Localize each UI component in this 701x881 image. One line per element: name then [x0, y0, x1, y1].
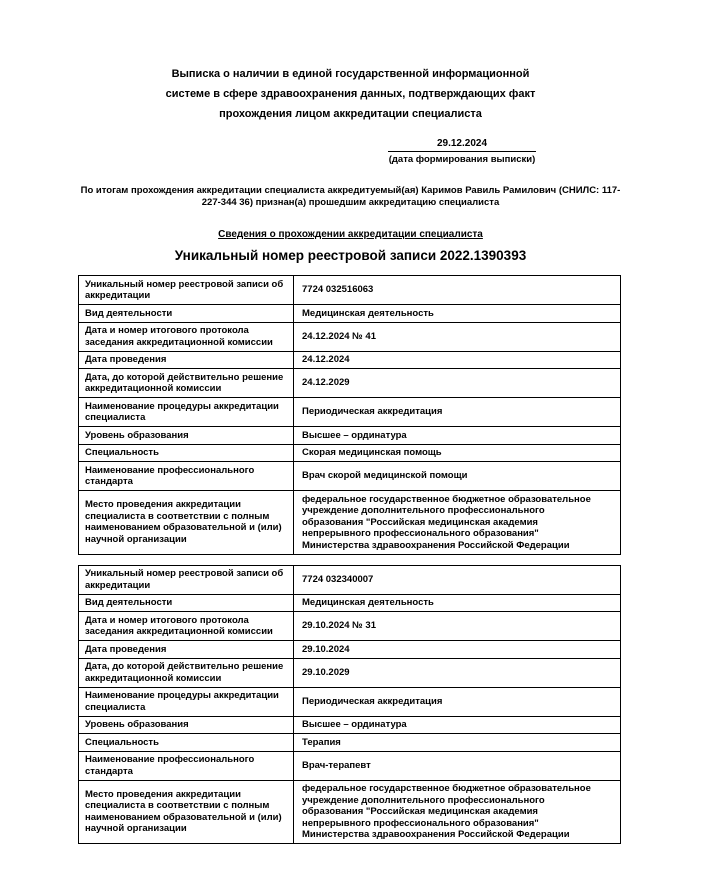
field-label: Вид деятельности [79, 594, 294, 612]
document-title-line-3: прохождения лицом аккредитации специалиста [219, 108, 482, 120]
field-label: Дата, до которой действительно решение аккредитационной комиссии [79, 369, 294, 398]
field-value: 29.10.2029 [294, 658, 621, 687]
accreditation-table-2 [78, 565, 621, 845]
intro-paragraph: По итогам прохождения аккредитации специалиста аккредитуемый(ая) Каримов Равиль Рамилович (СНИЛС: 117-227-344 36) признан(а) прошедшим аккредитацию специалиста [80, 185, 621, 208]
section-heading: Сведения о прохождении аккредитации специалиста [218, 229, 483, 240]
field-value: Терапия [294, 734, 621, 752]
table-row-protocol [79, 612, 621, 641]
table-row-specialty [79, 734, 621, 752]
field-label: Наименование процедуры аккредитации специалиста [79, 687, 294, 716]
field-label: Вид деятельности [79, 305, 294, 323]
table-row-registry-number [79, 565, 621, 594]
field-label: Специальность [79, 734, 294, 752]
table-row-activity-type [79, 594, 621, 612]
field-value: 24.12.2024 № 41 [294, 322, 621, 351]
field-label: Место проведения аккредитации специалиста в соответствии с полным наименованием образовательной и (или) научной организации [79, 780, 294, 844]
field-label: Наименование профессионального стандарта [79, 751, 294, 780]
table-row-conduct-date [79, 641, 621, 659]
table-row-accreditation-place [79, 491, 621, 555]
document-title-line-1: Выписка о наличии в единой государственной информационной [171, 68, 530, 80]
field-value: Высшее – ординатура [294, 716, 621, 734]
table-row-specialty [79, 444, 621, 462]
accreditation-table-1 [78, 275, 621, 555]
table-row-valid-until [79, 658, 621, 687]
table-row-education-level [79, 427, 621, 445]
field-value: 29.10.2024 № 31 [294, 612, 621, 641]
field-value: Врач-терапевт [294, 751, 621, 780]
table-row-activity-type [79, 305, 621, 323]
field-label: Уникальный номер реестровой записи об аккредитации [79, 565, 294, 594]
formation-date-block [388, 138, 536, 165]
field-label: Место проведения аккредитации специалиста в соответствии с полным наименованием образовательной и (или) научной организации [79, 491, 294, 555]
field-value: Периодическая аккредитация [294, 687, 621, 716]
table-row-valid-until [79, 369, 621, 398]
field-label: Уровень образования [79, 716, 294, 734]
table-row-procedure [79, 687, 621, 716]
table-row-professional-standard [79, 462, 621, 491]
formation-date-caption: (дата формирования выписки) [388, 154, 536, 165]
field-value: федеральное государственное бюджетное образовательное учреждение дополнительного профессионального образования "Российская медицинская академия непрерывного профессионального образования" Министерства здравоохранения Российской Федерации [294, 491, 621, 555]
field-value: Периодическая аккредитация [294, 398, 621, 427]
field-label: Дата и номер итогового протокола заседания аккредитационной комиссии [79, 612, 294, 641]
field-value: 24.12.2029 [294, 369, 621, 398]
field-label: Наименование профессионального стандарта [79, 462, 294, 491]
table-row-professional-standard [79, 751, 621, 780]
table-row-conduct-date [79, 351, 621, 369]
field-value: 24.12.2024 [294, 351, 621, 369]
table-row-procedure [79, 398, 621, 427]
field-label: Специальность [79, 444, 294, 462]
field-label: Дата проведения [79, 351, 294, 369]
table-row-protocol [79, 322, 621, 351]
field-value: Врач скорой медицинской помощи [294, 462, 621, 491]
field-value: Медицинская деятельность [294, 305, 621, 323]
field-label: Наименование процедуры аккредитации специалиста [79, 398, 294, 427]
field-value: Скорая медицинская помощь [294, 444, 621, 462]
formation-date: 29.12.2024 [388, 138, 536, 152]
field-value: 7724 032516063 [294, 276, 621, 305]
registry-number-heading: Уникальный номер реестровой записи 2022.1390393 [174, 248, 527, 263]
field-label: Уникальный номер реестровой записи об аккредитации [79, 276, 294, 305]
field-value: Высшее – ординатура [294, 427, 621, 445]
field-label: Дата проведения [79, 641, 294, 659]
field-label: Дата и номер итогового протокола заседания аккредитационной комиссии [79, 322, 294, 351]
field-label: Дата, до которой действительно решение аккредитационной комиссии [79, 658, 294, 687]
field-value: 29.10.2024 [294, 641, 621, 659]
table-row-registry-number [79, 276, 621, 305]
table-row-education-level [79, 716, 621, 734]
document-title [0, 0, 701, 124]
table-row-accreditation-place [79, 780, 621, 844]
field-value: 7724 032340007 [294, 565, 621, 594]
field-label: Уровень образования [79, 427, 294, 445]
document-title-line-2: системе в сфере здравоохранения данных, подтверждающих факт [165, 88, 536, 100]
field-value: Медицинская деятельность [294, 594, 621, 612]
field-value: федеральное государственное бюджетное образовательное учреждение дополнительного профессионального образования "Российская медицинская академия непрерывного профессионального образования" Министерства здравоохранения Российской Федерации [294, 780, 621, 844]
